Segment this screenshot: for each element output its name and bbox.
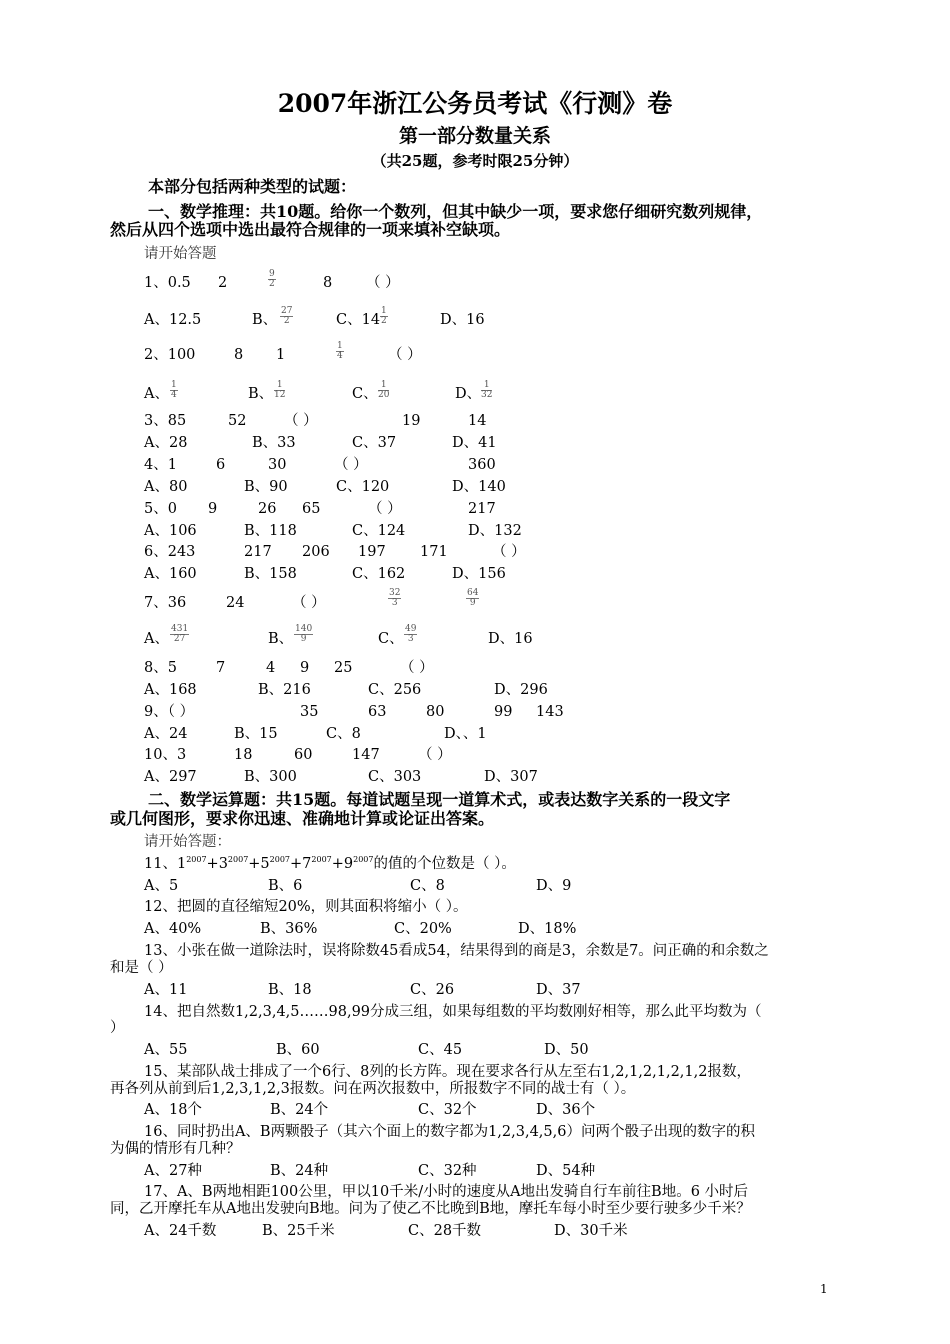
question-14-line1: 14、把自然数1,2,3,4,5……98,99分成三组，如果每组数的平均数刚好相等，那么此平均数为（ <box>144 1004 762 1020</box>
question-12: 12、把圆的直径缩短20%，则其面积将缩小（ ）。 <box>144 899 468 915</box>
fraction: 49 3 <box>405 624 417 644</box>
fraction: 1 32 <box>481 380 493 400</box>
section1-start: 请开始答题 <box>144 246 217 262</box>
question-15-line2: 再各列从前到后1,2,3,1,2,3报数。问在两次报数中，所报数字不同的战士有（ ）。 <box>110 1081 636 1097</box>
fraction: 27 2 <box>281 306 293 326</box>
time-note: （共25题，参考时限25分钟） <box>371 152 579 170</box>
page-number: 1 <box>820 1282 828 1296</box>
question-16-line2: 为偶的情形有几种？ <box>110 1141 241 1157</box>
question-11: 11、$1^{2007}+3^{2007}+5^{2007}+7^{2007}+9^{2007}$的值的个位数是（ ）。 <box>144 855 516 872</box>
section2-start: 请开始答题： <box>144 834 231 850</box>
intro-text: 本部分包括两种类型的试题： <box>148 177 357 196</box>
page-title: 2007年浙江公务员考试《行测》卷 <box>277 89 673 118</box>
question-17-line1: 17、A、B两地相距100公里，甲以10千米/小时的速度从A地出发骑自行车前往B地。6 小时后 <box>144 1184 749 1200</box>
section2-line2: 或几何图形，要求你迅速、准确地计算或论证出答案。 <box>110 809 495 828</box>
section1-line1: 一、数学推理：共10题。给你一个数列，但其中缺少一项，要求您仔细研究数列规律， <box>148 202 763 221</box>
section1-line2: 然后从四个选项中选出最符合规律的一项来填补空缺项。 <box>110 220 511 239</box>
question-17-line2: 同，乙开摩托车从A地出发驶向B地。问为了使乙不比晚到B地，摩托车每小时至少要行驶多少千米？ <box>110 1201 751 1217</box>
fraction: 9 2 <box>269 269 275 289</box>
fraction: 431 27 <box>171 624 189 644</box>
fraction: 64 9 <box>467 588 479 608</box>
section2-line1: 二、数学运算题：共15题。每道试题呈现一道算术式，或表达数字关系的一段文字 <box>148 790 731 809</box>
question-13-line2: 和是（ ） <box>110 960 173 976</box>
question-15-line1: 15、某部队战士排成了一个6行、8列的长方阵。现在要求各行从左至右1,2,1,2,1,2,1,2报数， <box>144 1064 751 1080</box>
fraction: 140 9 <box>295 624 313 644</box>
fraction: 32 3 <box>389 588 401 608</box>
fraction: 1 2 <box>381 306 387 326</box>
question-14-line2: ） <box>110 1020 125 1036</box>
fraction: 1 20 <box>378 380 390 400</box>
fraction: 1 4 <box>337 341 343 361</box>
document-page: 2007年浙江公务员考试《行测》卷 第一部分数量关系 （共25题，参考时限25分钟） 本部分包括两种类型的试题： 一、数学推理：共10题。给你一个数列，但其中缺少一项，要求您仔细研究数列规律， 然后从四个选项中选出最符合规律的一项来填补空缺项。 请开始答题 1、0.5 2 9 2 8 （ ） A、12.5 B、 27 2 C、14 1 2 D、16 2、100 8 1 1 4 （ ） A、 1 4 B、 1 12 C、 1 20 D、 1 32 3、85 52 （ ） 19 14 A、28 B、33 C、37 D、41 4、1 6 30 （ ） 360 A、80 B、90 C、120 D、140 5、0 9 26 65 （ ） 217 A、106 B、118 C、124 D、132 6、243 217 206 197 171 （ ） A、160 B、158 C、162 D、156 7、36 24 （ ） 32 3 64 9 A、 431 27 B、 140 9 C、 49 3 D、16 8、5 7 4 9 25 （ ） A、168 B、216 C、256 D、296 9、（ ） 35 63 80 99 143 A、24 B、15 C、8 D、、1 10、3 18 60 147 （ ） A、297 B、300 C、303 D、307 二、数学运算题：共15题。每道试题呈现一道算术式，或表达数字关系的一段文字 或几何图形，要求你迅速、准确地计算或论证出答案。 请开始答题： 11、$1^{2007}+3^{2007}+5^{2007}+7^{2007}+9^{2007}$的值的个位数是（ ）。 A、5 B、6 C、8 D、9 12、把圆的直径缩短20%，则其面积将缩小（ ）。 A、40% B、36% C、20% D、18% 13、小张在做一道除法时，误将除数45看成54，结果得到的商是3，余数是7。问正确的和余数之 和是（ ） A、11 B、18 C、26 D、37 14、把自然数1,2,3,4,5……98,99分成三组，如果每组数的平均数刚好相等，那么此平均数为（ ） A、55 B、60 C、45 D、50 15、某部队战士排成了一个6行、8列的长方阵。现在要求各行从左至右1,2,1,2,1,2,1,2报数， 再各列从前到后1,2,3,1,2,3报数。问在两次报数中，所报数字不同的战士有（ ）。 A、18个 B、24个 C、32个 D、36个 16、同时扔出A、B两颗骰子（其六个面上的数字都为1,2,3,4,5,6）问两个骰子出现的数字的积 为偶的情形有几种？ A、27种 B、24种 C、32种 D、54种 17、A、B两地相距100公里，甲以10千米/小时的速度从A地出发骑自行车前往B地。6 小时后 同，乙开摩托车从A地出发驶向B地。问为了使乙不比晚到B地，摩托车每小时至少要行驶多少千米？ A、24千数 B、25千米 C、28千数 D、30千米 1 <box>0 0 950 1344</box>
part-title: 第一部分数量关系 <box>398 125 551 147</box>
fraction: 1 12 <box>274 380 286 400</box>
question-16-line1: 16、同时扔出A、B两颗骰子（其六个面上的数字都为1,2,3,4,5,6）问两个骰子出现的数字的积 <box>144 1124 755 1140</box>
question-13-line1: 13、小张在做一道除法时，误将除数45看成54，结果得到的商是3，余数是7。问正确的和余数之 <box>144 943 769 959</box>
fraction: 1 4 <box>171 380 177 400</box>
